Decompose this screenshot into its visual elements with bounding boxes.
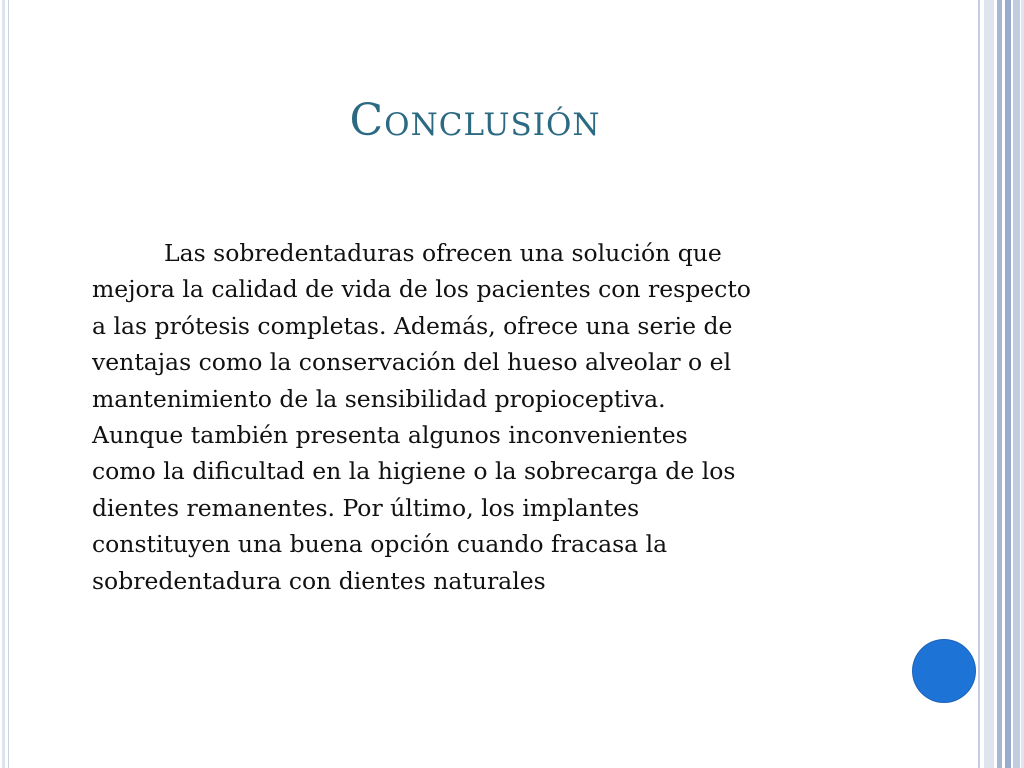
conclusion-paragraph	[92, 235, 892, 599]
paragraph-line: Las sobredentaduras ofrecen una solución que	[164, 239, 722, 267]
paragraph-line: constituyen una buena opción cuando fracasa la	[92, 530, 668, 559]
stripe	[984, 0, 994, 768]
stripe	[997, 0, 1002, 768]
paragraph-line: dientes remanentes. Por último, los implantes	[92, 493, 640, 522]
paragraph-line: ventajas como la conservación del hueso alveolar o el	[92, 348, 732, 377]
paragraph-line: como la dificultad en la higiene o la sobrecarga de los	[92, 457, 736, 486]
stripe	[1013, 0, 1020, 768]
paragraph-line: mejora la calidad de vida de los pacientes con respecto	[92, 275, 751, 304]
right-stripes-decoration	[972, 0, 1024, 768]
paragraph-line: sobredentadura con dientes naturales	[92, 566, 546, 595]
paragraph-line: mantenimiento de la sensibilidad propioceptiva.	[92, 384, 666, 413]
stripe	[1005, 0, 1011, 768]
paragraph-line: Aunque también presenta algunos inconvenientes	[92, 421, 688, 450]
stripe	[978, 0, 980, 768]
paragraph-line: a las prótesis completas. Además, ofrece una serie de	[92, 311, 733, 340]
filled-circle-icon	[913, 640, 975, 702]
slide-title: Conclusión	[349, 95, 601, 146]
